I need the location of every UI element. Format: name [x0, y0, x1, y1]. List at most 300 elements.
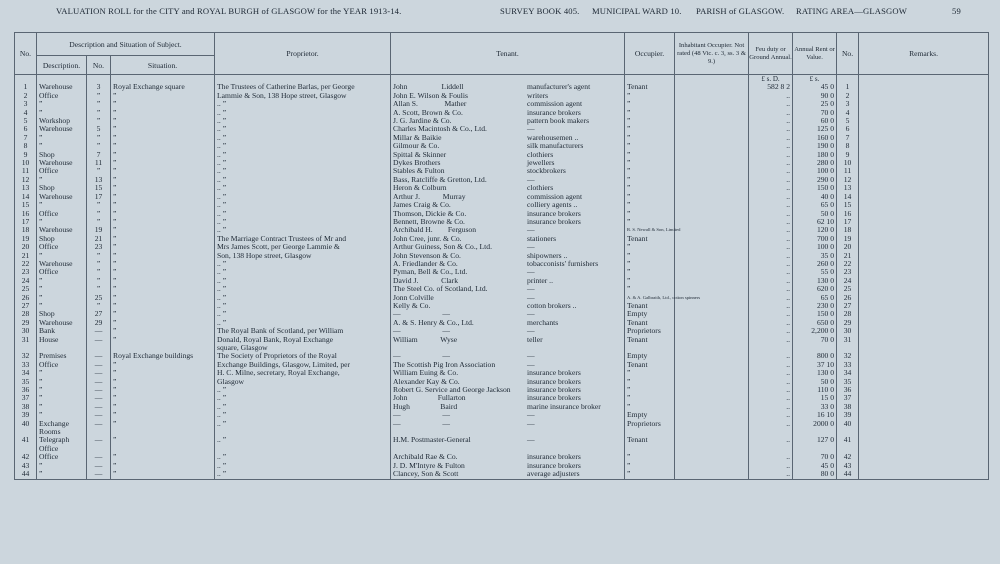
col-tenant: Tenant. — [391, 33, 625, 75]
inhabitant — [675, 218, 749, 226]
tenant-occupation: — — [527, 242, 535, 252]
tenant-occupation: insurance brokers — [527, 107, 581, 117]
tenant-occupation: insurance brokers — [527, 368, 581, 378]
occupier: ” — [625, 92, 675, 100]
tenant-occupation: insurance brokers — [527, 385, 581, 395]
street-number: 25 — [87, 294, 111, 302]
inhabitant — [675, 428, 749, 436]
remarks-cell — [859, 83, 989, 91]
tenant-name: — — — [393, 326, 450, 336]
inhabitant — [675, 201, 749, 209]
feu-duty: .. — [749, 100, 793, 108]
rating-area: RATING AREA—GLASGOW — [796, 6, 907, 16]
annual-rent: 80 0 — [793, 470, 837, 479]
occupier: Tenant — [625, 336, 675, 344]
feu-duty: .. — [749, 109, 793, 117]
description: ” — [37, 302, 87, 310]
situation: ” — [111, 277, 215, 285]
row-number-right: 1 — [837, 83, 859, 91]
occupier: ” — [625, 386, 675, 394]
tenant-occupation: average adjusters — [527, 469, 580, 479]
row-number-right: 16 — [837, 210, 859, 218]
situation: Royal Exchange square — [111, 83, 215, 91]
tenant-occupation: stationers — [527, 233, 557, 243]
col-no: No. — [15, 33, 37, 75]
description: Office — [37, 445, 87, 453]
street-number: — — [87, 420, 111, 428]
inhabitant — [675, 142, 749, 150]
street-number: ” — [87, 134, 111, 142]
tenant-cell — [391, 436, 625, 444]
proprietor: .. ” — [215, 394, 391, 402]
feu-duty: .. — [749, 302, 793, 310]
tenant-name: Gilmour & Co. — [393, 141, 440, 151]
tenant-occupation: — — [527, 418, 535, 428]
row-number: 30 — [15, 327, 37, 335]
street-number: — — [87, 361, 111, 369]
tenant-name: Jonn Colville — [393, 292, 434, 302]
feu-duty: .. — [749, 277, 793, 285]
situation: ” — [111, 394, 215, 402]
table-row — [15, 470, 989, 479]
proprietor: .. ” — [215, 134, 391, 142]
inhabitant — [675, 243, 749, 251]
remarks-cell — [859, 218, 989, 226]
feu-duty: .. — [749, 252, 793, 260]
row-number: 3 — [15, 100, 37, 108]
remarks-cell — [859, 453, 989, 461]
row-number: 10 — [15, 159, 37, 167]
tenant-occupation: insurance brokers — [527, 460, 581, 470]
description: Shop — [37, 310, 87, 318]
remarks-cell — [859, 285, 989, 293]
remarks-cell — [859, 151, 989, 159]
tenant-occupation: insurance brokers — [527, 393, 581, 403]
situation: ” — [111, 218, 215, 226]
tenant-occupation: tobacconists' furnishers — [527, 258, 599, 268]
description: Warehouse — [37, 193, 87, 201]
row-number-right: 7 — [837, 134, 859, 142]
rent-unit: £ s. — [793, 75, 837, 84]
feu-duty: .. — [749, 453, 793, 461]
description: ” — [37, 134, 87, 142]
feu-duty: .. — [749, 117, 793, 125]
tenant-occupation: clothiers — [527, 149, 554, 159]
row-number: 20 — [15, 243, 37, 251]
row-number: 24 — [15, 277, 37, 285]
annual-rent: 160 0 — [793, 134, 837, 142]
survey-book: SURVEY BOOK 405. — [500, 6, 580, 16]
table-row — [15, 210, 989, 218]
inhabitant — [675, 109, 749, 117]
occupier: ” — [625, 109, 675, 117]
table-row — [15, 462, 989, 470]
street-number: 27 — [87, 310, 111, 318]
occupier: ” — [625, 151, 675, 159]
inhabitant — [675, 117, 749, 125]
table-row — [15, 277, 989, 285]
proprietor: .. ” — [215, 109, 391, 117]
tenant-name: A. Scott, Brown & Co. — [393, 107, 463, 117]
occupier: ” — [625, 285, 675, 293]
table-row — [15, 403, 989, 411]
annual-rent: 45 0 — [793, 83, 837, 91]
occupier: ” — [625, 218, 675, 226]
tenant-name: A. Friedlander & Co. — [393, 258, 458, 268]
remarks-cell — [859, 369, 989, 377]
tenant-cell — [391, 420, 625, 428]
street-number: ” — [87, 210, 111, 218]
inhabitant — [675, 252, 749, 260]
description: Office — [37, 243, 87, 251]
tenant-name: William Wyse — [393, 334, 458, 344]
table-row — [15, 184, 989, 192]
tenant-name: Thomson, Dickie & Co. — [393, 208, 467, 218]
table-row — [15, 109, 989, 117]
proprietor: H. C. Milne, secretary, Royal Exchange, — [215, 369, 391, 377]
row-number: 12 — [15, 176, 37, 184]
occupier: ” — [625, 243, 675, 251]
table-row — [15, 151, 989, 159]
row-number-right: 15 — [837, 201, 859, 209]
description: ” — [37, 378, 87, 386]
table-row — [15, 394, 989, 402]
proprietor: .. ” — [215, 193, 391, 201]
inhabitant — [675, 235, 749, 243]
tenant-occupation: — — [527, 309, 535, 319]
situation: ” — [111, 386, 215, 394]
feu-duty: .. — [749, 352, 793, 360]
row-number: 13 — [15, 184, 37, 192]
situation: ” — [111, 193, 215, 201]
inhabitant — [675, 210, 749, 218]
street-number: — — [87, 327, 111, 335]
feu-duty: .. — [749, 193, 793, 201]
annual-rent: 35 0 — [793, 252, 837, 260]
inhabitant — [675, 411, 749, 419]
occupier: Empty — [625, 411, 675, 419]
occupier: ” — [625, 462, 675, 470]
table-row — [15, 411, 989, 419]
situation: ” — [111, 319, 215, 327]
inhabitant — [675, 470, 749, 479]
row-number: 29 — [15, 319, 37, 327]
row-number: 8 — [15, 142, 37, 150]
street-number: — — [87, 453, 111, 461]
row-number: 14 — [15, 193, 37, 201]
occupier: ” — [625, 193, 675, 201]
row-number: 18 — [15, 226, 37, 234]
inhabitant — [675, 159, 749, 167]
description: Warehouse — [37, 319, 87, 327]
occupier: Tenant — [625, 302, 675, 310]
street-number: — — [87, 386, 111, 394]
feu-duty: .. — [749, 420, 793, 428]
row-number: 40 — [15, 420, 37, 428]
tenant-occupation: insurance brokers — [527, 216, 581, 226]
row-number-right: 19 — [837, 235, 859, 243]
description: Office — [37, 92, 87, 100]
remarks-cell — [859, 117, 989, 125]
inhabitant — [675, 344, 749, 352]
col-description-group: Description and Situation of Subject. — [37, 33, 215, 56]
inhabitant — [675, 327, 749, 335]
tenant-name: Spittal & Skinner — [393, 149, 447, 159]
row-number-right: 20 — [837, 243, 859, 251]
remarks-cell — [859, 243, 989, 251]
row-number-right: 14 — [837, 193, 859, 201]
row-number-right: 43 — [837, 462, 859, 470]
table-row — [15, 243, 989, 251]
annual-rent: 50 0 — [793, 210, 837, 218]
tenant-name: Stables & Fulton — [393, 166, 445, 176]
description: Warehouse — [37, 159, 87, 167]
remarks-cell — [859, 294, 989, 302]
row-number: 5 — [15, 117, 37, 125]
annual-rent: 130 0 — [793, 369, 837, 377]
proprietor: .. ” — [215, 151, 391, 159]
tenant-name: A. & S. Henry & Co., Ltd. — [393, 317, 474, 327]
remarks-cell — [859, 386, 989, 394]
tenant-occupation: printer .. — [527, 275, 553, 285]
inhabitant — [675, 277, 749, 285]
inhabitant — [675, 319, 749, 327]
remarks-cell — [859, 109, 989, 117]
annual-rent: 50 0 — [793, 378, 837, 386]
description: ” — [37, 462, 87, 470]
remarks-cell — [859, 352, 989, 360]
proprietor: .. ” — [215, 302, 391, 310]
feu-duty: .. — [749, 260, 793, 268]
description: ” — [37, 294, 87, 302]
table-row — [15, 260, 989, 268]
description: Office — [37, 210, 87, 218]
table-row — [15, 336, 989, 344]
remarks-cell — [859, 327, 989, 335]
annual-rent: 33 0 — [793, 403, 837, 411]
tenant-occupation: — — [527, 326, 535, 336]
table-row — [15, 134, 989, 142]
annual-rent: 25 0 — [793, 100, 837, 108]
page-header — [56, 6, 966, 20]
remarks-cell — [859, 134, 989, 142]
feu-duty: .. — [749, 151, 793, 159]
annual-rent: 2000 0 — [793, 420, 837, 428]
row-number-right: 28 — [837, 310, 859, 318]
tenant-occupation: cotton brokers .. — [527, 300, 577, 310]
feu-duty: .. — [749, 411, 793, 419]
col-remarks: Remarks. — [859, 33, 989, 75]
proprietor: .. ” — [215, 125, 391, 133]
tenant-name: The Scottish Pig Iron Association — [393, 359, 496, 369]
col-feu-duty: Feu duty or Ground Annual. — [749, 33, 793, 75]
occupier: ” — [625, 470, 675, 479]
proprietor: .. ” — [215, 167, 391, 175]
inhabitant — [675, 100, 749, 108]
annual-rent: 90 0 — [793, 92, 837, 100]
remarks-cell — [859, 302, 989, 310]
table-row — [15, 201, 989, 209]
feu-duty: 582 8 2 — [749, 83, 793, 91]
description: ” — [37, 285, 87, 293]
situation: ” — [111, 294, 215, 302]
annual-rent: 2,200 0 — [793, 327, 837, 335]
col-situation: Situation. — [111, 56, 215, 75]
table-row — [15, 159, 989, 167]
occupier: Proprietors — [625, 327, 675, 335]
remarks-cell — [859, 201, 989, 209]
situation: ” — [111, 151, 215, 159]
proprietor: .. ” — [215, 462, 391, 470]
annual-rent: 290 0 — [793, 176, 837, 184]
tenant-name: Alexander Kay & Co. — [393, 376, 460, 386]
description: ” — [37, 252, 87, 260]
annual-rent: 55 0 — [793, 268, 837, 276]
situation: ” — [111, 310, 215, 318]
table-row — [15, 92, 989, 100]
remarks-cell — [859, 462, 989, 470]
occupier: ” — [625, 117, 675, 125]
tenant-name: John Fullarton — [393, 393, 466, 403]
description: ” — [37, 386, 87, 394]
row-number-right: 21 — [837, 252, 859, 260]
remarks-cell — [859, 167, 989, 175]
row-number-right: 6 — [837, 125, 859, 133]
proprietor: .. ” — [215, 453, 391, 461]
occupier: ” — [625, 125, 675, 133]
street-number: ” — [87, 167, 111, 175]
situation: ” — [111, 336, 215, 344]
situation: ” — [111, 125, 215, 133]
annual-rent: 180 0 — [793, 151, 837, 159]
proprietor: .. ” — [215, 176, 391, 184]
street-number: 23 — [87, 243, 111, 251]
occupier: ” — [625, 268, 675, 276]
feu-duty: .. — [749, 319, 793, 327]
row-number: 15 — [15, 201, 37, 209]
annual-rent: 37 10 — [793, 361, 837, 369]
row-number-right: 42 — [837, 453, 859, 461]
remarks-cell — [859, 428, 989, 436]
proprietor: .. ” — [215, 210, 391, 218]
situation: ” — [111, 260, 215, 268]
tenant-occupation: colliery agents .. — [527, 200, 578, 210]
row-number: 28 — [15, 310, 37, 318]
annual-rent: 190 0 — [793, 142, 837, 150]
inhabitant — [675, 151, 749, 159]
row-number-right: 38 — [837, 403, 859, 411]
feu-duty: .. — [749, 167, 793, 175]
situation: ” — [111, 285, 215, 293]
annual-rent: 120 0 — [793, 226, 837, 234]
tenant-occupation: clothiers — [527, 183, 554, 193]
table-row — [15, 310, 989, 318]
table-row — [15, 453, 989, 461]
tenant-cell — [391, 336, 625, 344]
annual-rent: 60 0 — [793, 117, 837, 125]
row-number-right: 33 — [837, 361, 859, 369]
situation: ” — [111, 361, 215, 369]
annual-rent: 15 0 — [793, 394, 837, 402]
annual-rent: 65 0 — [793, 294, 837, 302]
description: Warehouse — [37, 125, 87, 133]
tenant-occupation: writers — [527, 90, 549, 100]
row-number: 6 — [15, 125, 37, 133]
feu-duty: .. — [749, 92, 793, 100]
street-number: 29 — [87, 319, 111, 327]
feu-duty: .. — [749, 184, 793, 192]
tenant-occupation: — — [527, 292, 535, 302]
row-number-right: 13 — [837, 184, 859, 192]
tenant-name: Bass, Ratcliffe & Gretton, Ltd. — [393, 174, 487, 184]
tenant-name: John Stevenson & Co. — [393, 250, 461, 260]
occupier: ” — [625, 252, 675, 260]
row-number-right: 29 — [837, 319, 859, 327]
situation: ” — [111, 100, 215, 108]
feu-duty: .. — [749, 218, 793, 226]
situation — [111, 428, 215, 436]
inhabitant — [675, 310, 749, 318]
occupier: ” — [625, 184, 675, 192]
inhabitant — [675, 453, 749, 461]
tenant-occupation: jewellers — [527, 158, 555, 168]
tenant-occupation: teller — [527, 334, 543, 344]
tenant-name: John Cree, junr. & Co. — [393, 233, 462, 243]
proprietor: The Trustees of Catherine Barlas, per George — [215, 83, 391, 91]
remarks-cell — [859, 142, 989, 150]
street-number: 19 — [87, 226, 111, 234]
description: ” — [37, 100, 87, 108]
remarks-cell — [859, 361, 989, 369]
proprietor: Donald, Royal Bank, Royal Exchange — [215, 336, 391, 344]
row-number: 43 — [15, 462, 37, 470]
description: Exchange — [37, 420, 87, 428]
row-number-right: 11 — [837, 167, 859, 175]
situation: ” — [111, 369, 215, 377]
occupier: Empty — [625, 352, 675, 360]
tenant-name: — — — [393, 351, 450, 361]
roll-title: VALUATION ROLL for the CITY and ROYAL BURGH of GLASGOW for the YEAR 1913-14. — [56, 6, 402, 16]
remarks-cell — [859, 344, 989, 352]
remarks-cell — [859, 394, 989, 402]
tenant-name: Dykes Brothers — [393, 158, 441, 168]
row-number: 42 — [15, 453, 37, 461]
table-row — [15, 142, 989, 150]
remarks-cell — [859, 184, 989, 192]
row-number-right: 35 — [837, 378, 859, 386]
annual-rent: 280 0 — [793, 159, 837, 167]
annual-rent: 62 10 — [793, 218, 837, 226]
tenant-name: Robert G. Service and George Jackson — [393, 385, 511, 395]
street-number: — — [87, 336, 111, 344]
row-number-right: 37 — [837, 394, 859, 402]
occupier: ” — [625, 453, 675, 461]
description: ” — [37, 411, 87, 419]
remarks-cell — [859, 235, 989, 243]
table-row — [15, 268, 989, 276]
occupier: A. & A. Galbraith, Ltd., cotton spinners — [625, 294, 675, 302]
description: ” — [37, 109, 87, 117]
row-number: 7 — [15, 134, 37, 142]
annual-rent: 125 0 — [793, 125, 837, 133]
remarks-cell — [859, 100, 989, 108]
tenant-name: John E. Wilson & Foulis — [393, 90, 468, 100]
tenant-name: — — — [393, 309, 450, 319]
proprietor: Mrs James Scott, per George Lammie & — [215, 243, 391, 251]
remarks-cell — [859, 336, 989, 344]
proprietor: Son, 138 Hope street, Glasgow — [215, 252, 391, 260]
description: Bank — [37, 327, 87, 335]
